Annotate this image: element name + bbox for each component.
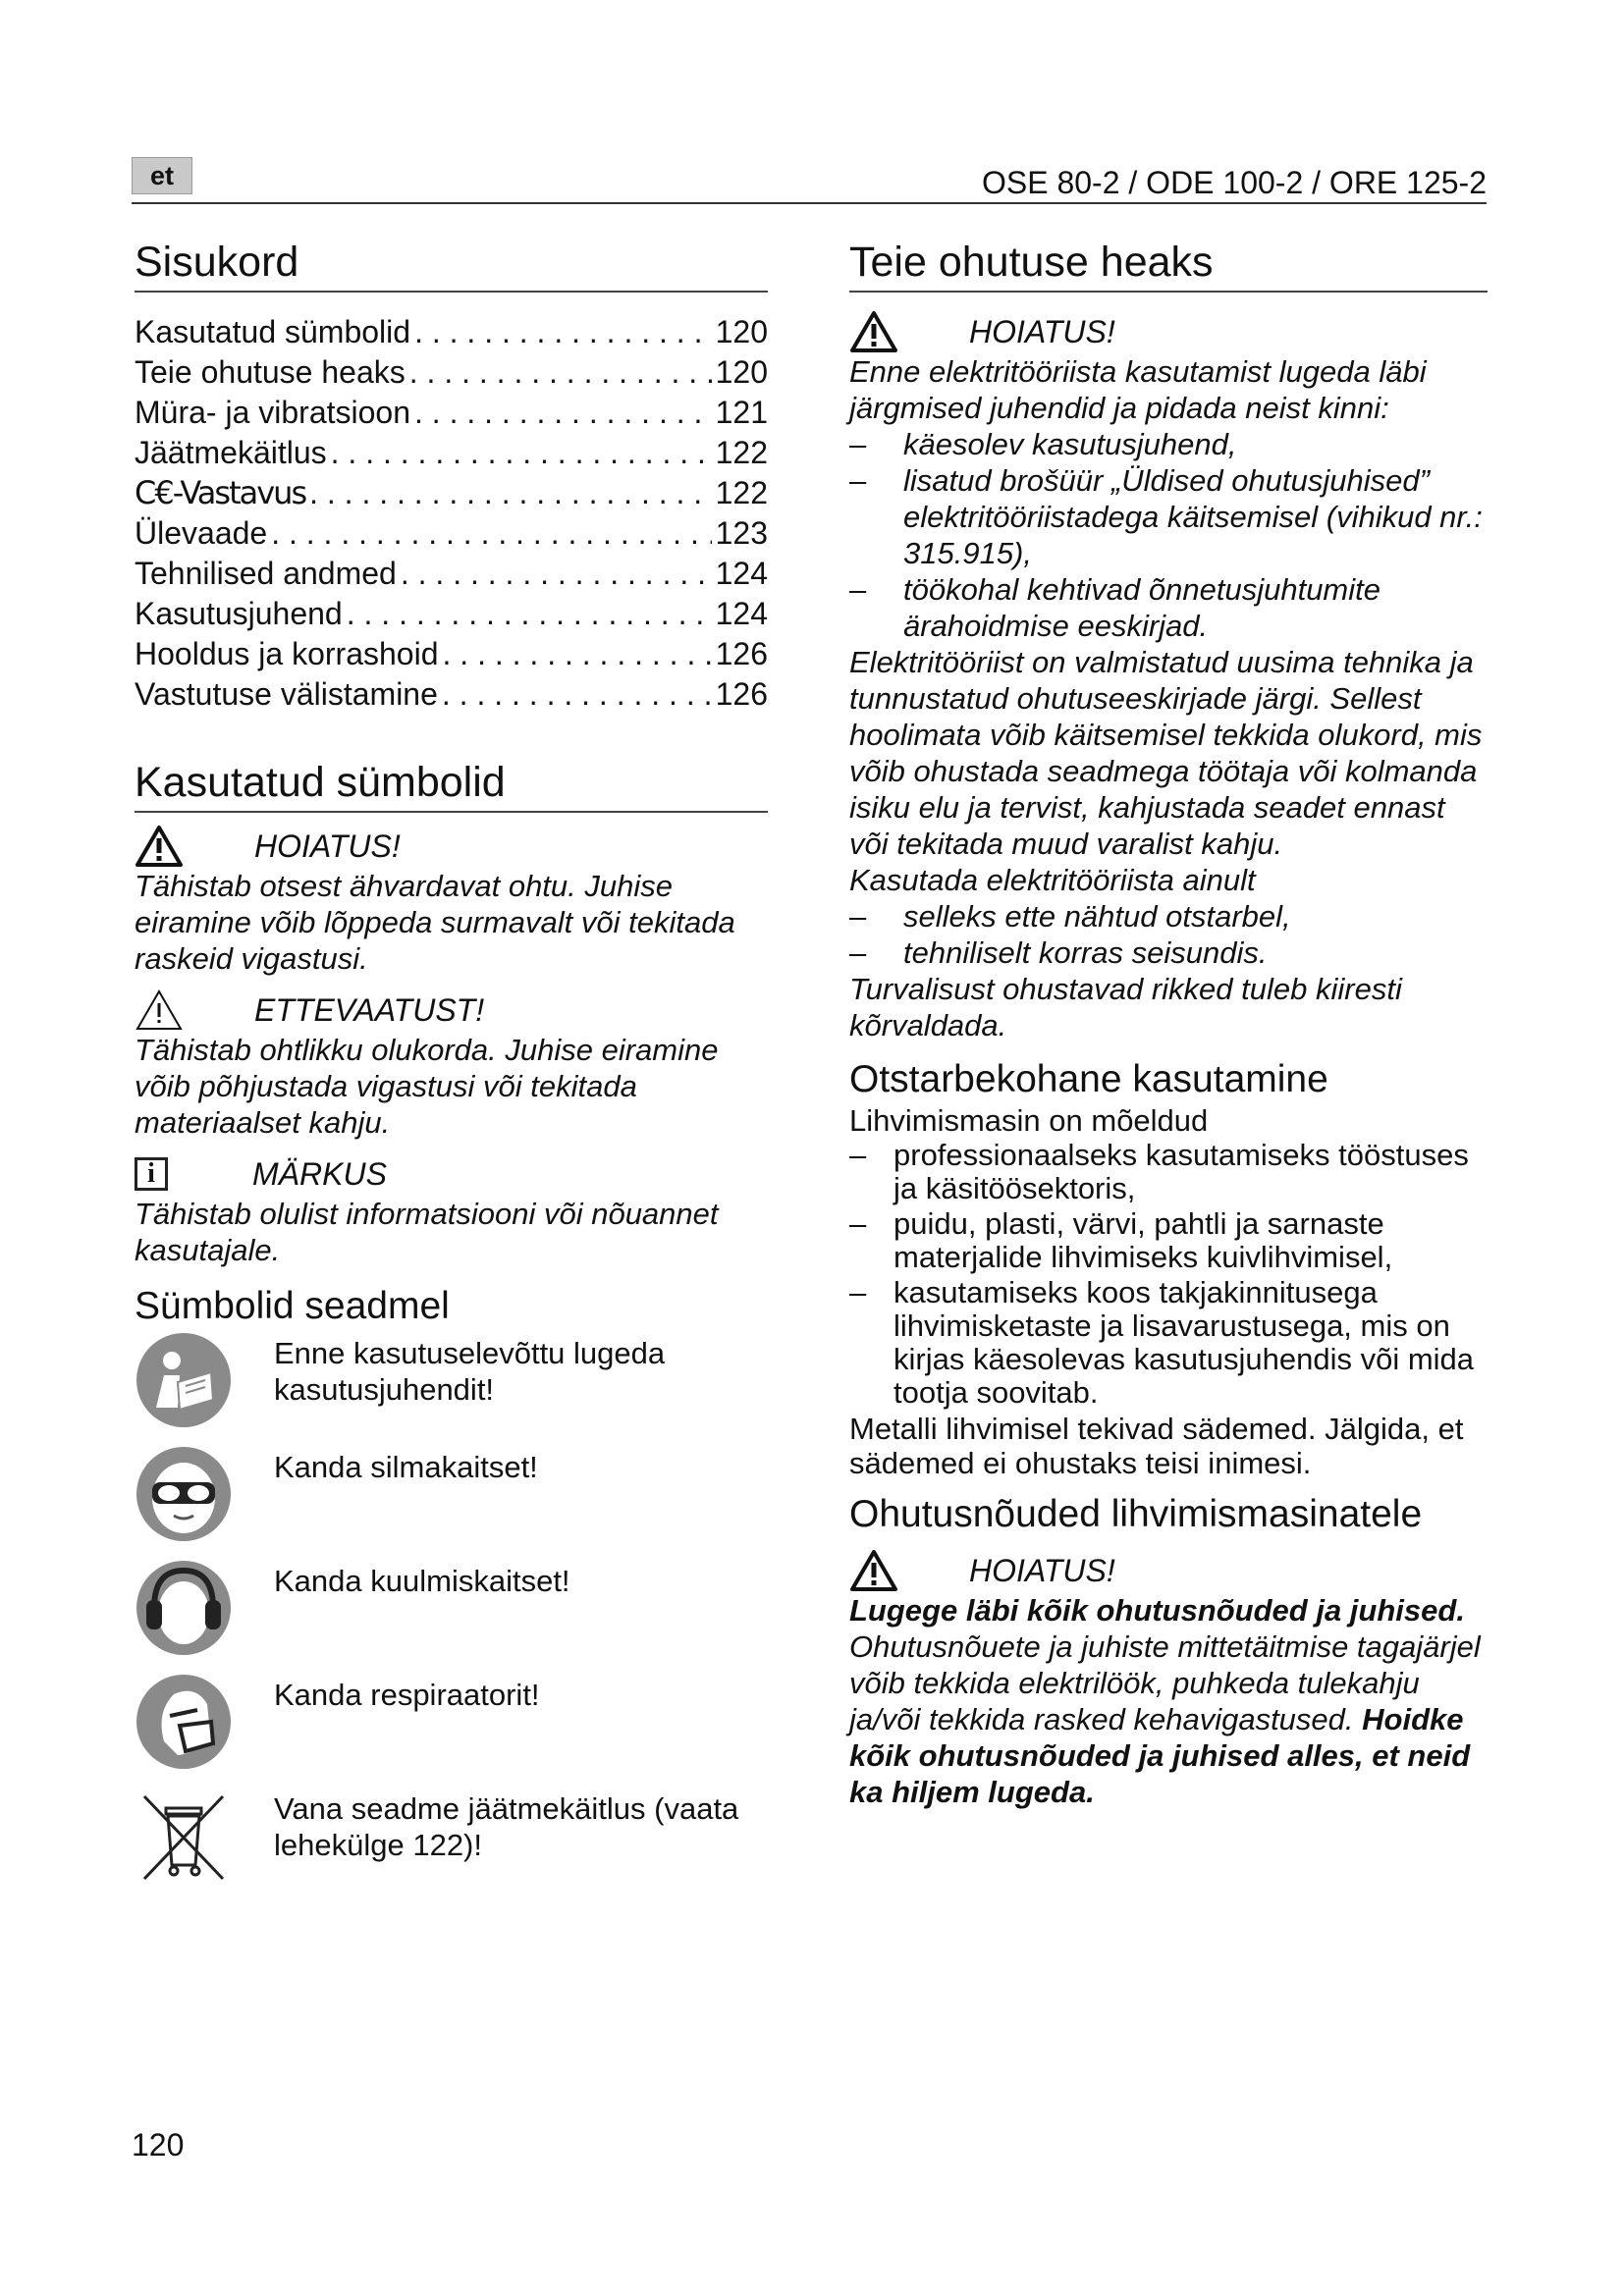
toc-item[interactable] bbox=[135, 352, 768, 393]
toc-leader bbox=[331, 433, 712, 473]
read-all-instruction: Lugege läbi kõik ohutusnõuded ja juhised. bbox=[849, 1593, 1465, 1628]
safety-warning-heading bbox=[849, 310, 1488, 353]
sparks-text: Metalli lihvimisel tekivad sädemed. Jälgida, et sädemed ei ohustaks teisi inimesi. bbox=[849, 1412, 1464, 1480]
safety-conditions-list bbox=[849, 898, 1488, 971]
info-icon: i bbox=[135, 1157, 168, 1191]
list-item: – puidu, plasti, värvi, pahtli ja sarnaste materjalide lihvimiseks kuivlihvimisel, bbox=[849, 1207, 1488, 1274]
toc-page: 124 bbox=[715, 556, 768, 591]
toc-label: Vastutuse välistamine bbox=[135, 676, 438, 712]
toc-item[interactable] bbox=[135, 634, 768, 674]
crossed-bin-icon bbox=[135, 1787, 233, 1885]
list-item: – käesolev kasutusjuhend, bbox=[849, 426, 1488, 462]
toc-item[interactable] bbox=[135, 594, 768, 634]
toc-page: 120 bbox=[715, 354, 768, 390]
toc-label: C€-Vastavus bbox=[135, 474, 306, 511]
toc-leader bbox=[409, 352, 712, 393]
warning-triangle-icon bbox=[849, 1549, 898, 1592]
toc-page: 121 bbox=[715, 395, 768, 430]
ear-protection-icon bbox=[135, 1559, 233, 1657]
keep-instructions-text: Hoidke kõik ohutusnõuded ja juhised alles, et neid ka hiljem lugeda. bbox=[849, 1702, 1471, 1809]
toc-item[interactable] bbox=[135, 433, 768, 473]
note-heading bbox=[135, 1152, 768, 1196]
toc-page: 123 bbox=[715, 515, 768, 551]
right-column bbox=[849, 236, 1488, 1810]
intended-use-title: Otstarbekohane kasutamine bbox=[849, 1058, 1328, 1100]
device-symbol-text: Kanda kuulmiskaitset! bbox=[274, 1564, 570, 1598]
toc-item[interactable] bbox=[135, 674, 768, 715]
safety-faults-text: Turvalisust ohustavad rikked tuleb kiiresti kõrvaldada. bbox=[849, 972, 1402, 1042]
safety-warning-title: HOIATUS! bbox=[969, 313, 1115, 349]
device-symbol-text: Kanda silmakaitset! bbox=[274, 1450, 538, 1484]
grinder-warning-heading bbox=[849, 1549, 1488, 1592]
list-item: – selleks ette nähtud otstarbel, bbox=[849, 898, 1488, 934]
caution-heading bbox=[135, 988, 768, 1032]
consequence-text: Ohutusnõuete ja juhiste mittetäitmise tagajärjel võib tekkida elektrilöök, puhkeda tulekahju ja/või tekkida rasked kehavigastused. bbox=[849, 1629, 1481, 1736]
device-symbol-row bbox=[135, 1559, 768, 1673]
safety-intro: Enne elektritööriista kasutamist lugeda läbi järgmised juhendid ja pidada neist kinni: bbox=[849, 354, 1427, 425]
toc-leader bbox=[442, 674, 712, 715]
toc-page: 126 bbox=[715, 676, 768, 712]
grinder-safety-text bbox=[849, 1592, 1488, 1810]
toc-item[interactable] bbox=[135, 473, 768, 513]
toc-item[interactable] bbox=[135, 513, 768, 554]
respirator-icon bbox=[135, 1673, 233, 1771]
device-symbol-text: Vana seadme jäätmekäitlus (vaata lehekülge 122)! bbox=[274, 1791, 739, 1862]
warning-title: HOIATUS! bbox=[254, 828, 401, 864]
toc-leader bbox=[271, 513, 711, 554]
left-column bbox=[135, 236, 768, 1900]
toc-leader bbox=[414, 393, 712, 433]
header-divider bbox=[132, 202, 1487, 204]
safety-docs-list bbox=[849, 426, 1488, 644]
toc-page: 120 bbox=[715, 314, 768, 349]
toc-page: 126 bbox=[715, 636, 768, 671]
grinder-safety-title: Ohutusnõuded lihvimismasinatele bbox=[849, 1493, 1423, 1535]
note-text: Tähistab olulist informatsiooni või nõuannet kasutajale. bbox=[135, 1197, 719, 1267]
toc-page: 122 bbox=[715, 475, 768, 510]
list-item: – professionaalseks kasutamiseks tööstuses ja käsitöösektoris, bbox=[849, 1139, 1488, 1205]
intended-use-list bbox=[849, 1139, 1488, 1410]
toc-label: Kasutatud sümbolid bbox=[135, 314, 411, 349]
caution-title: ETTEVAATUST! bbox=[254, 991, 485, 1028]
toc-label: Ülevaade bbox=[135, 515, 268, 551]
toc-item[interactable] bbox=[135, 312, 768, 352]
read-manual-icon bbox=[135, 1331, 233, 1429]
device-symbol-row bbox=[135, 1673, 768, 1787]
symbols-title: Kasutatud sümbolid bbox=[135, 756, 768, 813]
list-item: – lisatud brošüür „Üldised ohutusjuhised” elektritööriistadega käitsemisel (vihikud nr.: 315.915), bbox=[849, 462, 1488, 571]
toc-page: 122 bbox=[715, 435, 768, 470]
toc-leader bbox=[414, 312, 712, 352]
toc-label: Hooldus ja korrashoid bbox=[135, 636, 439, 671]
caution-text: Tähistab ohtlikku olukorda. Juhise eiramine võib põhjustada vigastusi või tekitada materiaalset kahju. bbox=[135, 1033, 719, 1140]
device-symbols-title: Sümbolid seadmel bbox=[135, 1285, 450, 1327]
toc-item[interactable] bbox=[135, 554, 768, 594]
language-badge: et bbox=[132, 157, 192, 194]
warning-triangle-icon bbox=[849, 310, 898, 353]
toc-page: 124 bbox=[715, 596, 768, 631]
device-symbols-list bbox=[135, 1331, 768, 1900]
warning-text: Tähistab otsest ähvardavat ohtu. Juhise eiramine võib lõppeda surmavalt või tekitada raskeid vigastusi. bbox=[135, 869, 735, 976]
toc-label: Jäätmekäitlus bbox=[135, 435, 327, 470]
safety-title: Teie ohutuse heaks bbox=[849, 236, 1488, 293]
grinder-warning-title: HOIATUS! bbox=[969, 1552, 1115, 1588]
toc-leader bbox=[443, 634, 712, 674]
eye-protection-icon bbox=[135, 1445, 233, 1543]
toc-leader bbox=[347, 594, 712, 634]
model-title: OSE 80-2 / ODE 100-2 / ORE 125-2 bbox=[981, 165, 1487, 200]
intended-use-intro: Lihvimismasin on mõeldud bbox=[849, 1103, 1209, 1138]
warning-heading bbox=[135, 825, 768, 868]
note-title: MÄRKUS bbox=[252, 1155, 387, 1192]
device-symbol-row bbox=[135, 1787, 768, 1900]
device-symbol-text: Enne kasutuselevõttu lugeda kasutusjuhendit! bbox=[274, 1336, 666, 1407]
safety-state-text: Elektritööriist on valmistatud uusima tehnika ja tunnustatud ohutuseeskirjade järgi. Sellest hoolimata võib käitsemisel tekkida olukord, mis võib ohustada seadmega töötaja või kolmanda isiku elu ja tervist, kahjustada seadet ennast või tekitada muud varalist kahju. bbox=[849, 645, 1483, 861]
page-number: 120 bbox=[132, 2127, 185, 2163]
toc-label: Müra- ja vibratsioon bbox=[135, 395, 410, 430]
warning-triangle-icon bbox=[135, 825, 184, 868]
toc-title: Sisukord bbox=[135, 236, 768, 293]
table-of-contents bbox=[135, 312, 768, 715]
toc-label: Kasutusjuhend bbox=[135, 596, 343, 631]
device-symbol-text: Kanda respiraatorit! bbox=[274, 1678, 540, 1712]
toc-item[interactable] bbox=[135, 393, 768, 433]
list-item: – töökohal kehtivad õnnetusjuhtumite ärahoidmise eeskirjad. bbox=[849, 571, 1488, 644]
list-item: – tehniliselt korras seisundis. bbox=[849, 934, 1488, 971]
device-symbol-row bbox=[135, 1445, 768, 1559]
safety-use-only: Kasutada elektritööriista ainult bbox=[849, 863, 1256, 897]
toc-label: Tehnilised andmed bbox=[135, 556, 397, 591]
toc-leader bbox=[401, 554, 712, 594]
toc-label: Teie ohutuse heaks bbox=[135, 354, 406, 390]
device-symbol-row bbox=[135, 1331, 768, 1445]
toc-leader bbox=[309, 473, 712, 513]
caution-triangle-icon bbox=[135, 988, 184, 1032]
list-item: – kasutamiseks koos takjakinnitusega lihvimisketaste ja lisavarustusega, mis on kirjas käesolevas kasutusjuhendis või mida tootja soovitab. bbox=[849, 1276, 1488, 1410]
